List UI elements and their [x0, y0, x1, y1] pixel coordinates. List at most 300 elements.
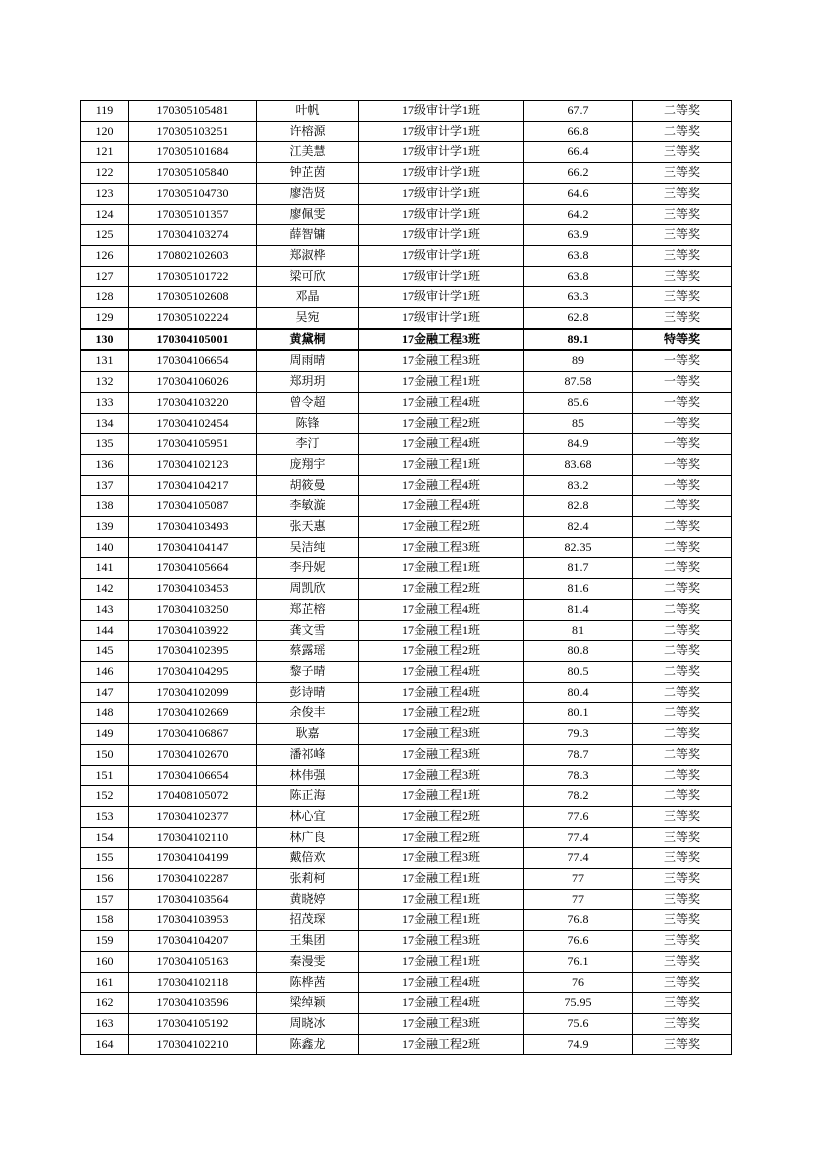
table-row — [81, 579, 732, 600]
cell-class: 17金融工程2班 — [359, 413, 524, 434]
cell-student-id: 170304105001 — [129, 329, 257, 351]
cell-student-id: 170304102099 — [129, 682, 257, 703]
cell-row-number: 154 — [81, 827, 129, 848]
cell-class: 17金融工程4班 — [359, 661, 524, 682]
table-row — [81, 599, 732, 620]
cell-award: 二等奖 — [633, 703, 732, 724]
cell-award: 二等奖 — [633, 579, 732, 600]
cell-student-name: 邓晶 — [257, 287, 359, 308]
cell-student-id: 170304102669 — [129, 703, 257, 724]
cell-award: 二等奖 — [633, 517, 732, 538]
cell-student-id: 170304106654 — [129, 765, 257, 786]
cell-student-name: 梁可欣 — [257, 266, 359, 287]
cell-row-number: 147 — [81, 682, 129, 703]
cell-award: 三等奖 — [633, 910, 732, 931]
cell-student-id: 170305104730 — [129, 183, 257, 204]
cell-row-number: 146 — [81, 661, 129, 682]
cell-row-number: 144 — [81, 620, 129, 641]
cell-student-id: 170304103493 — [129, 517, 257, 538]
cell-student-name: 郑淑桦 — [257, 245, 359, 266]
cell-award: 三等奖 — [633, 183, 732, 204]
cell-student-name: 潘祁峰 — [257, 744, 359, 765]
table-row — [81, 724, 732, 745]
table-row — [81, 496, 732, 517]
cell-score: 77.6 — [524, 806, 633, 827]
cell-score: 63.9 — [524, 225, 633, 246]
cell-student-id: 170304105163 — [129, 951, 257, 972]
cell-class: 17金融工程4班 — [359, 682, 524, 703]
cell-student-id: 170304102670 — [129, 744, 257, 765]
cell-score: 64.2 — [524, 204, 633, 225]
cell-class: 17级审计学1班 — [359, 266, 524, 287]
cell-student-id: 170305102608 — [129, 287, 257, 308]
cell-row-number: 119 — [81, 101, 129, 122]
cell-student-name: 周晓冰 — [257, 1013, 359, 1034]
cell-student-name: 黄晓婷 — [257, 889, 359, 910]
cell-class: 17金融工程1班 — [359, 786, 524, 807]
cell-award: 二等奖 — [633, 537, 732, 558]
cell-student-id: 170304104147 — [129, 537, 257, 558]
cell-score: 63.8 — [524, 245, 633, 266]
cell-student-name: 彭诗晴 — [257, 682, 359, 703]
cell-class: 17金融工程1班 — [359, 951, 524, 972]
cell-award: 三等奖 — [633, 993, 732, 1014]
cell-score: 78.7 — [524, 744, 633, 765]
cell-class: 17金融工程1班 — [359, 620, 524, 641]
cell-row-number: 157 — [81, 889, 129, 910]
table-row — [81, 329, 732, 351]
cell-score: 76 — [524, 972, 633, 993]
table-row — [81, 869, 732, 890]
cell-student-id: 170304103220 — [129, 392, 257, 413]
cell-award: 二等奖 — [633, 786, 732, 807]
cell-class: 17金融工程2班 — [359, 641, 524, 662]
table-row — [81, 454, 732, 475]
cell-award: 三等奖 — [633, 142, 732, 163]
cell-student-id: 170304103922 — [129, 620, 257, 641]
cell-student-id: 170408105072 — [129, 786, 257, 807]
cell-class: 17级审计学1班 — [359, 101, 524, 122]
cell-score: 83.68 — [524, 454, 633, 475]
cell-row-number: 152 — [81, 786, 129, 807]
cell-student-name: 叶帆 — [257, 101, 359, 122]
table-row — [81, 413, 732, 434]
table-row — [81, 951, 732, 972]
table-row — [81, 475, 732, 496]
cell-row-number: 129 — [81, 308, 129, 329]
cell-student-id: 170802102603 — [129, 245, 257, 266]
award-table — [80, 100, 732, 1055]
table-row — [81, 806, 732, 827]
cell-score: 74.9 — [524, 1034, 633, 1055]
cell-score: 76.1 — [524, 951, 633, 972]
cell-row-number: 134 — [81, 413, 129, 434]
cell-student-id: 170305103251 — [129, 121, 257, 142]
cell-row-number: 149 — [81, 724, 129, 745]
table-row — [81, 537, 732, 558]
cell-row-number: 139 — [81, 517, 129, 538]
cell-score: 63.3 — [524, 287, 633, 308]
cell-student-id: 170305105840 — [129, 163, 257, 184]
cell-student-id: 170304103250 — [129, 599, 257, 620]
cell-class: 17金融工程3班 — [359, 537, 524, 558]
table-row — [81, 661, 732, 682]
cell-student-name: 廖浩贤 — [257, 183, 359, 204]
cell-score: 62.8 — [524, 308, 633, 329]
cell-class: 17金融工程2班 — [359, 703, 524, 724]
cell-student-id: 170304103953 — [129, 910, 257, 931]
cell-student-name: 黄黛桐 — [257, 329, 359, 351]
cell-award: 二等奖 — [633, 101, 732, 122]
cell-student-id: 170304106026 — [129, 372, 257, 393]
table-row — [81, 434, 732, 455]
cell-class: 17金融工程3班 — [359, 744, 524, 765]
cell-row-number: 132 — [81, 372, 129, 393]
cell-class: 17金融工程2班 — [359, 579, 524, 600]
cell-student-id: 170304105192 — [129, 1013, 257, 1034]
cell-row-number: 121 — [81, 142, 129, 163]
table-row — [81, 620, 732, 641]
cell-student-name: 陈锋 — [257, 413, 359, 434]
cell-award: 二等奖 — [633, 661, 732, 682]
cell-award: 三等奖 — [633, 869, 732, 890]
cell-class: 17金融工程1班 — [359, 869, 524, 890]
cell-award: 二等奖 — [633, 765, 732, 786]
cell-row-number: 155 — [81, 848, 129, 869]
cell-row-number: 125 — [81, 225, 129, 246]
cell-student-name: 林广良 — [257, 827, 359, 848]
cell-award: 二等奖 — [633, 558, 732, 579]
table-row — [81, 931, 732, 952]
cell-class: 17金融工程4班 — [359, 993, 524, 1014]
table-row — [81, 121, 732, 142]
cell-student-id: 170304102110 — [129, 827, 257, 848]
cell-award: 二等奖 — [633, 599, 732, 620]
table-row — [81, 287, 732, 308]
cell-class: 17金融工程2班 — [359, 806, 524, 827]
cell-row-number: 143 — [81, 599, 129, 620]
cell-score: 80.8 — [524, 641, 633, 662]
cell-class: 17金融工程2班 — [359, 517, 524, 538]
cell-award: 三等奖 — [633, 1013, 732, 1034]
cell-student-id: 170304102210 — [129, 1034, 257, 1055]
cell-student-name: 戴倍欢 — [257, 848, 359, 869]
cell-row-number: 141 — [81, 558, 129, 579]
cell-row-number: 133 — [81, 392, 129, 413]
table-row — [81, 308, 732, 329]
cell-score: 78.3 — [524, 765, 633, 786]
cell-student-name: 郑玥玥 — [257, 372, 359, 393]
cell-award: 一等奖 — [633, 434, 732, 455]
cell-award: 三等奖 — [633, 225, 732, 246]
cell-class: 17级审计学1班 — [359, 163, 524, 184]
cell-score: 85 — [524, 413, 633, 434]
cell-student-name: 胡筱曼 — [257, 475, 359, 496]
cell-award: 一等奖 — [633, 475, 732, 496]
cell-student-id: 170305101722 — [129, 266, 257, 287]
cell-student-name: 薛智镛 — [257, 225, 359, 246]
cell-student-name: 周凯欣 — [257, 579, 359, 600]
cell-student-name: 吴洁纯 — [257, 537, 359, 558]
cell-award: 三等奖 — [633, 827, 732, 848]
cell-student-name: 江美慧 — [257, 142, 359, 163]
cell-student-id: 170305101684 — [129, 142, 257, 163]
cell-student-name: 张莉柯 — [257, 869, 359, 890]
cell-student-name: 梁绰颖 — [257, 993, 359, 1014]
cell-student-name: 李丹妮 — [257, 558, 359, 579]
cell-row-number: 156 — [81, 869, 129, 890]
cell-row-number: 145 — [81, 641, 129, 662]
cell-award: 三等奖 — [633, 931, 732, 952]
cell-student-name: 钟芷茵 — [257, 163, 359, 184]
cell-score: 77 — [524, 869, 633, 890]
cell-student-id: 170304102118 — [129, 972, 257, 993]
cell-student-id: 170305105481 — [129, 101, 257, 122]
cell-student-name: 蔡露瑶 — [257, 641, 359, 662]
cell-award: 三等奖 — [633, 1034, 732, 1055]
cell-score: 66.8 — [524, 121, 633, 142]
cell-score: 76.6 — [524, 931, 633, 952]
table-row — [81, 703, 732, 724]
cell-score: 67.7 — [524, 101, 633, 122]
cell-row-number: 123 — [81, 183, 129, 204]
cell-student-name: 龚文雪 — [257, 620, 359, 641]
cell-row-number: 122 — [81, 163, 129, 184]
cell-award: 三等奖 — [633, 951, 732, 972]
cell-student-name: 林心宜 — [257, 806, 359, 827]
cell-row-number: 140 — [81, 537, 129, 558]
cell-student-name: 李敏漩 — [257, 496, 359, 517]
cell-score: 81.4 — [524, 599, 633, 620]
cell-class: 17金融工程1班 — [359, 910, 524, 931]
cell-student-id: 170304103274 — [129, 225, 257, 246]
cell-student-id: 170304104207 — [129, 931, 257, 952]
cell-student-name: 许榕源 — [257, 121, 359, 142]
cell-class: 17金融工程3班 — [359, 724, 524, 745]
cell-student-id: 170305101357 — [129, 204, 257, 225]
table-row — [81, 225, 732, 246]
cell-row-number: 158 — [81, 910, 129, 931]
cell-class: 17金融工程1班 — [359, 889, 524, 910]
cell-student-name: 陈桦茜 — [257, 972, 359, 993]
cell-student-name: 吴宛 — [257, 308, 359, 329]
table-row — [81, 682, 732, 703]
table-row — [81, 993, 732, 1014]
cell-student-id: 170304103596 — [129, 993, 257, 1014]
cell-score: 75.6 — [524, 1013, 633, 1034]
cell-class: 17金融工程3班 — [359, 1013, 524, 1034]
table-row — [81, 1013, 732, 1034]
cell-row-number: 151 — [81, 765, 129, 786]
table-row — [81, 101, 732, 122]
cell-class: 17金融工程4班 — [359, 434, 524, 455]
cell-student-name: 林伟强 — [257, 765, 359, 786]
cell-score: 84.9 — [524, 434, 633, 455]
cell-score: 77.4 — [524, 848, 633, 869]
cell-student-id: 170304105087 — [129, 496, 257, 517]
cell-class: 17金融工程3班 — [359, 329, 524, 351]
cell-row-number: 142 — [81, 579, 129, 600]
cell-row-number: 163 — [81, 1013, 129, 1034]
cell-score: 89 — [524, 350, 633, 371]
table-row — [81, 558, 732, 579]
cell-award: 二等奖 — [633, 744, 732, 765]
cell-class: 17金融工程3班 — [359, 931, 524, 952]
cell-award: 三等奖 — [633, 163, 732, 184]
table-row — [81, 889, 732, 910]
cell-student-id: 170304102287 — [129, 869, 257, 890]
cell-award: 三等奖 — [633, 308, 732, 329]
cell-student-name: 余俊丰 — [257, 703, 359, 724]
cell-row-number: 124 — [81, 204, 129, 225]
cell-score: 66.4 — [524, 142, 633, 163]
cell-student-name: 张天惠 — [257, 517, 359, 538]
cell-award: 二等奖 — [633, 620, 732, 641]
cell-row-number: 138 — [81, 496, 129, 517]
table-row — [81, 163, 732, 184]
cell-row-number: 137 — [81, 475, 129, 496]
cell-award: 三等奖 — [633, 848, 732, 869]
cell-row-number: 135 — [81, 434, 129, 455]
cell-row-number: 148 — [81, 703, 129, 724]
cell-score: 80.4 — [524, 682, 633, 703]
table-row — [81, 266, 732, 287]
cell-award: 一等奖 — [633, 454, 732, 475]
cell-row-number: 161 — [81, 972, 129, 993]
cell-row-number: 126 — [81, 245, 129, 266]
table-row — [81, 786, 732, 807]
cell-student-name: 耿嘉 — [257, 724, 359, 745]
cell-class: 17金融工程4班 — [359, 496, 524, 517]
cell-award: 二等奖 — [633, 682, 732, 703]
cell-student-name: 庞翔宇 — [257, 454, 359, 475]
table-row — [81, 910, 732, 931]
cell-row-number: 120 — [81, 121, 129, 142]
cell-score: 66.2 — [524, 163, 633, 184]
cell-student-id: 170304102454 — [129, 413, 257, 434]
cell-score: 83.2 — [524, 475, 633, 496]
cell-score: 82.4 — [524, 517, 633, 538]
cell-student-id: 170304104199 — [129, 848, 257, 869]
cell-student-name: 廖佩雯 — [257, 204, 359, 225]
cell-student-id: 170304103453 — [129, 579, 257, 600]
cell-score: 81.6 — [524, 579, 633, 600]
cell-student-name: 招茂琛 — [257, 910, 359, 931]
table-row — [81, 972, 732, 993]
table-row — [81, 827, 732, 848]
cell-award: 特等奖 — [633, 329, 732, 351]
cell-class: 17金融工程1班 — [359, 454, 524, 475]
cell-class: 17金融工程2班 — [359, 1034, 524, 1055]
cell-student-id: 170304105951 — [129, 434, 257, 455]
cell-student-name: 曾令超 — [257, 392, 359, 413]
cell-class: 17级审计学1班 — [359, 225, 524, 246]
table-row — [81, 392, 732, 413]
cell-class: 17金融工程3班 — [359, 350, 524, 371]
cell-score: 81 — [524, 620, 633, 641]
cell-student-id: 170305102224 — [129, 308, 257, 329]
cell-score: 81.7 — [524, 558, 633, 579]
cell-class: 17级审计学1班 — [359, 142, 524, 163]
cell-student-id: 170304102395 — [129, 641, 257, 662]
cell-award: 一等奖 — [633, 372, 732, 393]
cell-row-number: 136 — [81, 454, 129, 475]
cell-score: 63.8 — [524, 266, 633, 287]
cell-award: 一等奖 — [633, 392, 732, 413]
cell-row-number: 127 — [81, 266, 129, 287]
table-row — [81, 765, 732, 786]
cell-class: 17金融工程3班 — [359, 765, 524, 786]
cell-row-number: 159 — [81, 931, 129, 952]
cell-row-number: 160 — [81, 951, 129, 972]
table-row — [81, 848, 732, 869]
cell-score: 64.6 — [524, 183, 633, 204]
cell-class: 17级审计学1班 — [359, 308, 524, 329]
cell-award: 三等奖 — [633, 266, 732, 287]
cell-award: 二等奖 — [633, 496, 732, 517]
cell-student-name: 陈正海 — [257, 786, 359, 807]
cell-class: 17级审计学1班 — [359, 245, 524, 266]
cell-class: 17级审计学1班 — [359, 121, 524, 142]
table-row — [81, 1034, 732, 1055]
cell-score: 78.2 — [524, 786, 633, 807]
cell-class: 17级审计学1班 — [359, 204, 524, 225]
table-row — [81, 641, 732, 662]
cell-row-number: 128 — [81, 287, 129, 308]
cell-award: 三等奖 — [633, 287, 732, 308]
table-body — [81, 101, 732, 1055]
cell-student-name: 王集团 — [257, 931, 359, 952]
cell-score: 89.1 — [524, 329, 633, 351]
cell-score: 79.3 — [524, 724, 633, 745]
table-row — [81, 204, 732, 225]
cell-award: 三等奖 — [633, 889, 732, 910]
cell-class: 17金融工程1班 — [359, 558, 524, 579]
cell-award: 二等奖 — [633, 641, 732, 662]
table-row — [81, 744, 732, 765]
table-row — [81, 142, 732, 163]
cell-score: 77 — [524, 889, 633, 910]
cell-student-id: 170304105664 — [129, 558, 257, 579]
cell-class: 17金融工程4班 — [359, 392, 524, 413]
table-row — [81, 517, 732, 538]
cell-score: 85.6 — [524, 392, 633, 413]
cell-student-id: 170304104217 — [129, 475, 257, 496]
cell-class: 17级审计学1班 — [359, 183, 524, 204]
cell-class: 17金融工程4班 — [359, 475, 524, 496]
cell-award: 二等奖 — [633, 121, 732, 142]
cell-score: 80.5 — [524, 661, 633, 682]
cell-score: 80.1 — [524, 703, 633, 724]
cell-student-id: 170304103564 — [129, 889, 257, 910]
cell-row-number: 162 — [81, 993, 129, 1014]
cell-class: 17金融工程4班 — [359, 599, 524, 620]
cell-row-number: 164 — [81, 1034, 129, 1055]
cell-award: 一等奖 — [633, 413, 732, 434]
cell-award: 三等奖 — [633, 972, 732, 993]
cell-class: 17金融工程1班 — [359, 372, 524, 393]
cell-score: 82.35 — [524, 537, 633, 558]
cell-score: 75.95 — [524, 993, 633, 1014]
cell-award: 三等奖 — [633, 204, 732, 225]
table-row — [81, 372, 732, 393]
cell-student-name: 黎子晴 — [257, 661, 359, 682]
cell-student-id: 170304102123 — [129, 454, 257, 475]
table-row — [81, 183, 732, 204]
cell-student-id: 170304106654 — [129, 350, 257, 371]
cell-class: 17金融工程2班 — [359, 827, 524, 848]
cell-score: 77.4 — [524, 827, 633, 848]
